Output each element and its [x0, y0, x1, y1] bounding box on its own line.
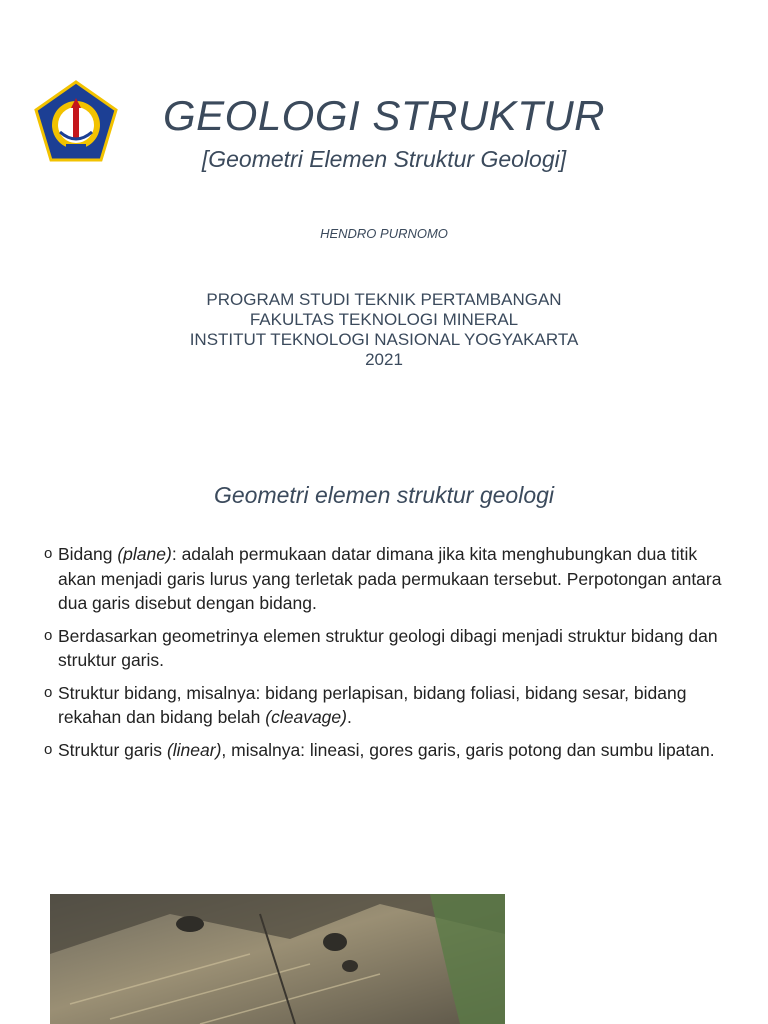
content-slide [0, 430, 768, 1024]
title-slide [0, 0, 768, 430]
slide-heading: Geometri elemen struktur geologi [213, 482, 555, 508]
year-line: 2021 [365, 350, 403, 369]
bullet-marker: o [44, 740, 53, 758]
list-item: o Struktur bidang, misalnya: bidang perlapisan, bidang foliasi, bidang sesar, bidang rekahan dan bidang belah (cleavage). [44, 682, 687, 727]
list-item: o Berdasarkan geometrinya elemen struktur geologi dibagi menjadi struktur bidang dan struktur garis. [44, 625, 718, 670]
bullet-list [44, 542, 734, 770]
list-item: o Bidang (plane): adalah permukaan datar dimana jika kita menghubungkan dua titik akan menjadi garis lurus yang terletak pada permukaan tersebut. Perpotongan antara dua garis disebut dengan bidang. [44, 544, 722, 613]
bullet-marker: o [44, 626, 53, 644]
institution-block [0, 290, 768, 370]
presentation-subtitle: [Geometri Elemen Struktur Geologi] [201, 146, 567, 172]
presentation-title: GEOLOGI STRUKTUR [162, 92, 606, 139]
author-name: HENDRO PURNOMO [320, 226, 448, 241]
institute-line: INSTITUT TEKNOLOGI NASIONAL YOGYAKARTA [189, 330, 579, 349]
list-item: o Struktur garis (linear), misalnya: lineasi, gores garis, garis potong dan sumbu lipatan. [44, 738, 734, 763]
bullet-marker: o [44, 683, 53, 701]
faculty-line: FAKULTAS TEKNOLOGI MINERAL [249, 310, 519, 329]
program-line: PROGRAM STUDI TEKNIK PERTAMBANGAN [206, 290, 562, 309]
rock-outcrop-photo [50, 894, 505, 1024]
bullet-marker: o [44, 545, 53, 562]
